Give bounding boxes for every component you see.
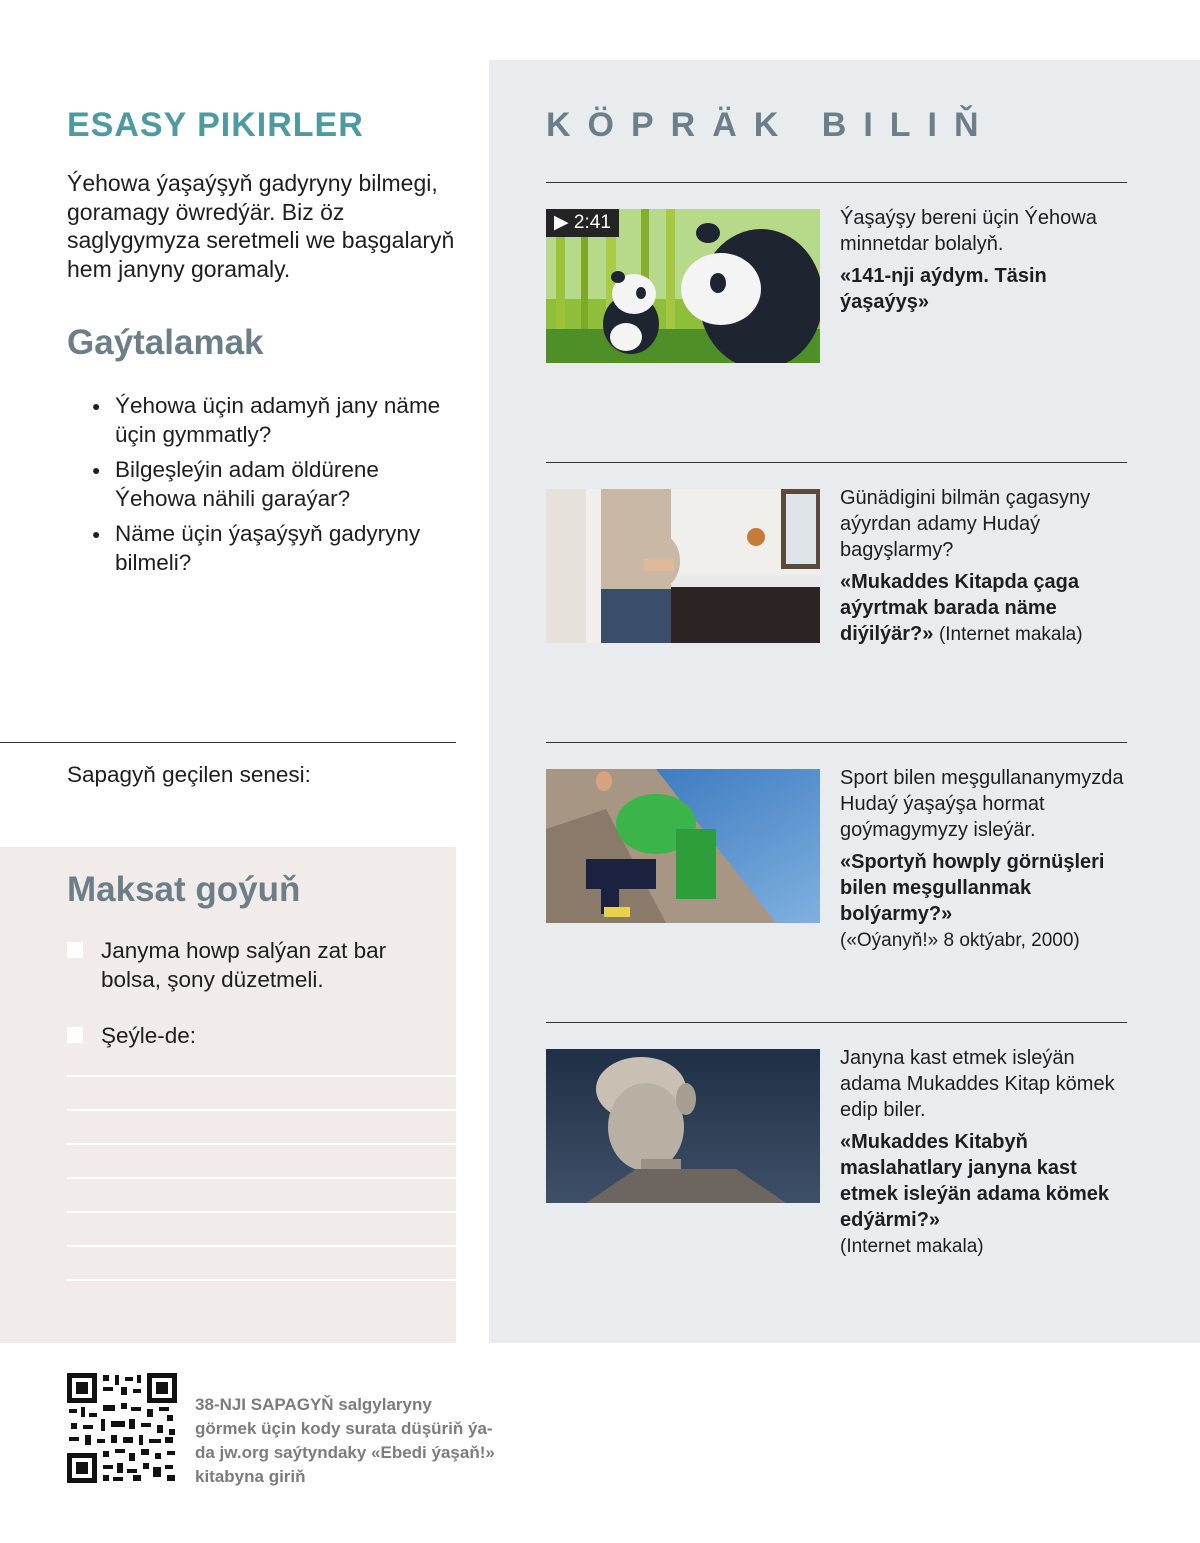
- entry-description: Sport bilen meşgullananymyzda Hudaý ýaşaýşa hormat goýmagymyzy isleýär.: [840, 767, 1124, 841]
- entry-title-link[interactable]: [840, 263, 1130, 315]
- entry-title-link[interactable]: [840, 1129, 1130, 1260]
- writing-line[interactable]: [67, 1279, 456, 1281]
- goal-checkbox[interactable]: [67, 942, 83, 958]
- writing-line[interactable]: [67, 1245, 456, 1247]
- learn-more-heading: KÖPRÄK BILIŇ: [546, 106, 996, 144]
- entry-title-link[interactable]: [840, 569, 1130, 648]
- entry-divider: [546, 742, 1127, 743]
- entry-divider: [546, 182, 1127, 183]
- review-questions-list: [92, 392, 452, 584]
- play-icon: ▶: [554, 212, 569, 233]
- section-divider: [0, 742, 456, 743]
- entry-source: (Internet makala): [938, 624, 1083, 645]
- writing-line[interactable]: [67, 1211, 456, 1213]
- learn-more-entry: [840, 205, 1130, 315]
- learn-more-entry: [840, 485, 1130, 648]
- entry-description: Janyna kast etmek isleýän adama Mukaddes Kitap kömek edip biler.: [840, 1047, 1115, 1121]
- goal-item-label: Şeýle-de:: [101, 1023, 197, 1048]
- qr-code[interactable]: [67, 1373, 177, 1483]
- entry-divider: [546, 462, 1127, 463]
- key-points-text: Ýehowa ýaşaýşyň gadyryny bilmegi, goramagy öwredýär. Biz öz saglygymyza seretmeli we başgalaryň hem janyny goramaly.: [67, 170, 455, 282]
- writing-line[interactable]: [67, 1109, 456, 1111]
- key-points-heading: ESASY PIKIRLER: [67, 106, 364, 144]
- completion-date-label: Sapagyň geçilen senesi:: [67, 762, 311, 787]
- entry-description: Ýaşaýşy bereni üçin Ýehowa minnetdar bolalyň.: [840, 207, 1097, 255]
- entry-description: Günädigini bilmän çagasyny aýyrdan adamy Hudaý bagyşlarmy?: [840, 487, 1091, 561]
- entry-title-link[interactable]: [840, 849, 1130, 954]
- writing-line[interactable]: [67, 1075, 456, 1077]
- entry-title: «Mukaddes Kitapda çaga aýyrtmak barada näme diýilýär?»: [840, 571, 1079, 645]
- writing-line[interactable]: [67, 1177, 456, 1179]
- video-duration: 2:41: [573, 212, 611, 233]
- review-question: ● Bilgeşleýin adam öldürene Ýehowa nähili garaýar?: [92, 456, 452, 513]
- entry-source: («Oýanyň!» 8 oktýabr, 2000): [840, 930, 1080, 951]
- pregnant-woman-photo[interactable]: [546, 489, 820, 643]
- writing-line[interactable]: [67, 1143, 456, 1145]
- rock-climber-photo[interactable]: [546, 769, 820, 923]
- sad-man-statue-illustration[interactable]: [546, 1049, 820, 1203]
- learn-more-entry: [840, 1045, 1130, 1260]
- entry-title: «Mukaddes Kitabyň maslahatlary janyna kast etmek isleýän adama kömek edýärmi?»: [840, 1131, 1110, 1231]
- entry-source: (Internet makala): [840, 1236, 984, 1257]
- panda-video-thumbnail[interactable]: [546, 209, 820, 363]
- qr-caption: 38-NJI SAPAGYŇ salgylaryny görmek üçin kody surata düşüriň ýa-da jw.org saýtyndaky «Ebedi ýaşaň!» kitabyna giriň: [195, 1395, 495, 1486]
- entry-title: «Sportyň howply görnüşleri bilen meşgullanmak bolýarmy?»: [840, 851, 1105, 925]
- entry-divider: [546, 1022, 1127, 1023]
- review-question: ● Ýehowa üçin adamyň jany näme üçin gymmatly?: [92, 392, 452, 449]
- goal-heading: Maksat goýuň: [67, 870, 301, 909]
- review-heading: Gaýtalamak: [67, 323, 264, 362]
- review-question: ● Näme üçin ýaşaýşyň gadyryny bilmeli?: [92, 520, 452, 577]
- goal-checkbox[interactable]: [67, 1027, 83, 1043]
- video-duration-badge: [546, 209, 619, 237]
- entry-title: «141-nji aýdym. Täsin ýaşaýyş»: [840, 265, 1047, 313]
- goal-panel: [0, 847, 456, 1343]
- learn-more-entry: [840, 765, 1130, 954]
- goal-item-label: Janyma howp salýan zat bar bolsa, şony düzetmeli.: [101, 938, 387, 992]
